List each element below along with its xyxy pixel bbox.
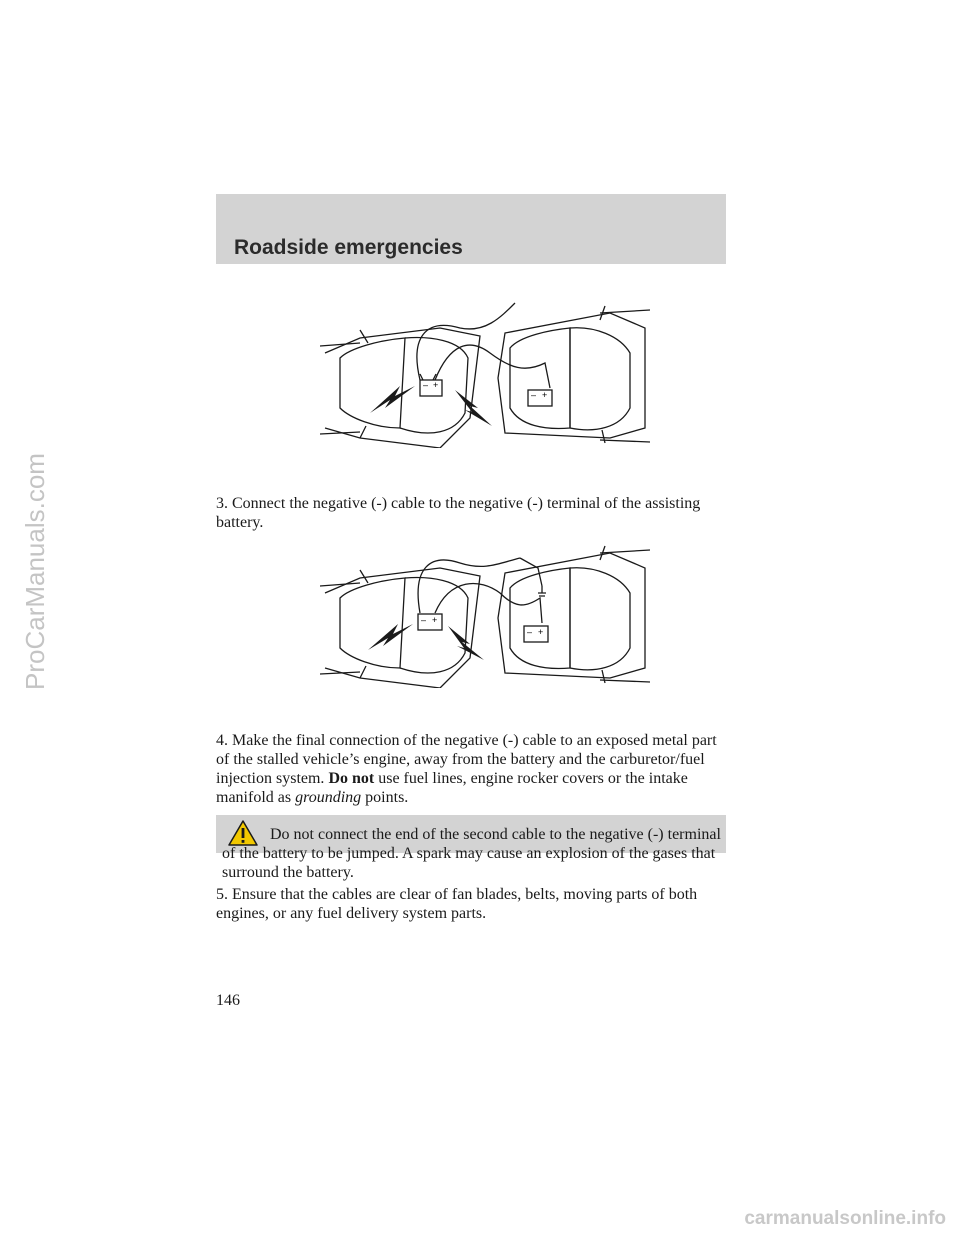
step-5-text: 5. Ensure that the cables are clear of fan blades, belts, moving parts of both engines, or any fuel delivery system parts.: [216, 886, 698, 922]
svg-text:+: +: [433, 380, 439, 390]
jump-start-diagram-step3: [320, 298, 650, 448]
bottom-watermark: carmanualsonline.info: [744, 1208, 946, 1229]
svg-text:+: +: [538, 627, 544, 637]
step-4-italic-term: grounding: [295, 789, 362, 806]
step-4-text: [216, 731, 726, 807]
lightning-bolt-icon: [370, 386, 415, 413]
step-4-text-part1: 4. Make the final connection of the negative (-) cable to an exposed metal part of the stalled vehicle’s engine, away from the battery and the carburetor/fuel injection system.: [216, 732, 717, 787]
jump-start-diagram-step4: [320, 538, 650, 688]
svg-text:–: –: [421, 615, 427, 625]
battery-icon-left: [418, 614, 442, 630]
warning-text: Do not connect the end of the second cable to the negative (-) terminal of the battery to be jumped. A spark may cause an explosion of the gases that surround the battery.: [222, 826, 721, 881]
step-3-text: 3. Connect the negative (-) cable to the negative (-) terminal of the assisting battery.: [216, 495, 701, 531]
warning-box: [216, 815, 726, 881]
section-header: [216, 194, 726, 264]
step-4-text-part3: points.: [361, 789, 409, 806]
step-4-text-part2: use fuel lines, engine rocker covers or the intake manifold as: [216, 770, 688, 806]
step-4-emphasis: Do not: [328, 770, 375, 787]
svg-text:–: –: [531, 390, 537, 400]
page-number: 146: [216, 992, 240, 1009]
section-title: Roadside emergencies: [234, 236, 463, 259]
battery-icon-right: [524, 626, 548, 642]
svg-text:+: +: [432, 615, 438, 625]
battery-icon-right: [528, 390, 552, 406]
svg-text:–: –: [423, 380, 429, 390]
svg-text:+: +: [542, 390, 548, 400]
battery-icon-left: [420, 380, 442, 396]
side-watermark: ProCarManuals.com: [20, 453, 50, 690]
svg-text:–: –: [527, 627, 533, 637]
lightning-bolt-icon: [368, 624, 413, 650]
